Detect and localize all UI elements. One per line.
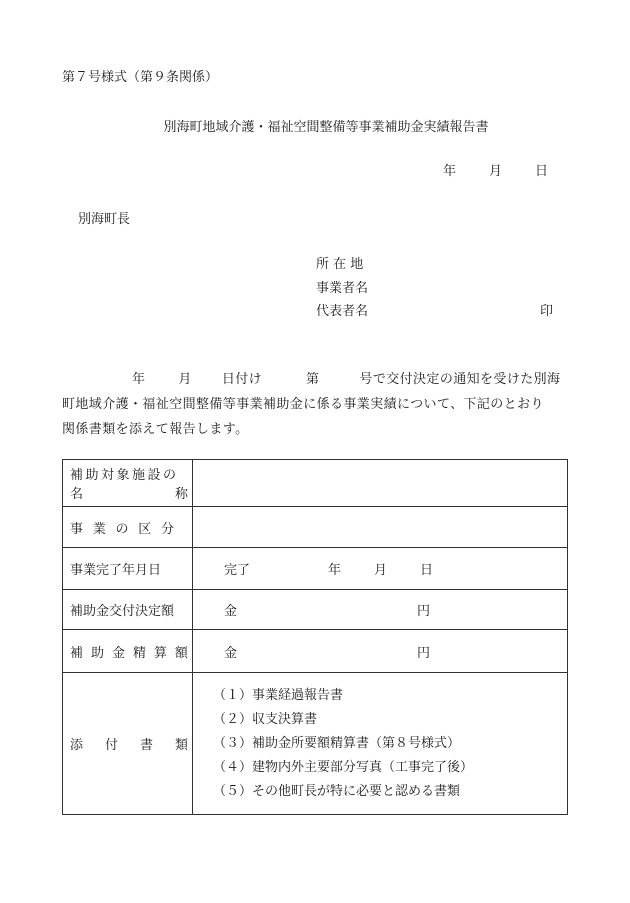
attachment-item: （１）事業経過報告書 <box>213 687 344 703</box>
completion-date-label: 事業完了年月日 <box>63 548 193 590</box>
body-line-1-rest: 号で交付決定の通知を受けた別海 <box>359 372 561 387</box>
form-number: 第７号様式（第９条関係） <box>62 70 219 85</box>
settlement-amount-row <box>63 630 568 673</box>
settlement-label-char: 補 <box>70 645 84 661</box>
date-month: 月 <box>488 164 502 179</box>
facility-label-char: 名 <box>70 487 84 502</box>
category-label-char: 分 <box>160 521 174 537</box>
decided-amount-value[interactable] <box>193 590 568 630</box>
body-year: 年 <box>132 372 146 387</box>
facility-name-row <box>63 460 568 507</box>
settlement-label-char: 助 <box>90 645 104 661</box>
decided-amount-prefix: 金 <box>224 604 238 619</box>
decided-amount-unit: 円 <box>417 604 431 619</box>
attachments-label-char: 付 <box>104 738 118 753</box>
settlement-amount-prefix: 金 <box>224 645 238 661</box>
settlement-label-char: 額 <box>174 645 188 661</box>
decided-amount-label: 補助金交付決定額 <box>63 590 193 630</box>
completion-date-value[interactable] <box>193 548 568 590</box>
completion-year: 年 <box>328 563 342 578</box>
attachments-label-char: 類 <box>174 738 188 753</box>
representative-name-label: 代表者名 <box>316 304 369 319</box>
attachment-item: （５）その他町長が特に必要と認める書類 <box>213 783 461 799</box>
completion-month: 月 <box>374 563 388 578</box>
body-dai: 第 <box>306 372 320 387</box>
attachments-list <box>193 673 568 815</box>
attachment-item: （２）収支決算書 <box>213 711 318 727</box>
category-label-char: 事 <box>70 521 84 537</box>
settlement-amount-label <box>63 630 193 673</box>
facility-name-label-line-1: 補助対象施設の <box>70 468 179 483</box>
completion-date-row <box>63 548 568 590</box>
settlement-label-char: 金 <box>111 645 125 661</box>
seal-mark: 印 <box>540 304 554 319</box>
attachments-row <box>63 673 568 815</box>
location-label: 所 在 地 <box>316 257 364 272</box>
settlement-label-char: 算 <box>153 645 167 661</box>
report-table <box>62 459 568 815</box>
attachments-label <box>63 673 193 815</box>
facility-name-value[interactable] <box>193 460 568 507</box>
body-line-2: 町地域介護・福祉空間整備等事業補助金に係る事業実績について、下記のとおり <box>62 397 544 412</box>
date-line <box>443 160 548 179</box>
date-day: 日 <box>534 164 548 179</box>
facility-name-label <box>63 460 193 507</box>
body-month: 月 <box>178 372 192 387</box>
facility-name-label-line-2 <box>70 483 188 502</box>
body-line-3: 関係書類を添えて報告します。 <box>62 422 249 437</box>
attachments-label-char: 添 <box>70 738 84 753</box>
attachments-label-char: 書 <box>139 738 153 753</box>
attachment-item: （３）補助金所要額精算書（第８号様式） <box>213 735 461 751</box>
business-category-row <box>63 507 568 548</box>
body-day-dated: 日付け <box>221 372 263 387</box>
business-category-value[interactable] <box>193 507 568 548</box>
completion-prefix: 完了 <box>224 563 251 578</box>
category-label-char: 業 <box>92 521 106 537</box>
facility-label-char: 称 <box>174 487 188 502</box>
document-title: 別海町地域介護・福祉空間整備等事業補助金実績報告書 <box>163 120 489 135</box>
category-label-char: の <box>115 521 129 537</box>
addressee: 別海町長 <box>78 212 131 227</box>
settlement-amount-unit: 円 <box>417 645 431 661</box>
settlement-label-char: 精 <box>132 645 146 661</box>
business-category-label <box>63 507 193 548</box>
decided-amount-row <box>63 590 568 630</box>
category-label-char: 区 <box>138 521 152 537</box>
report-body-text <box>62 367 570 442</box>
date-year: 年 <box>442 164 456 179</box>
completion-day: 日 <box>420 563 434 578</box>
operator-name-label: 事業者名 <box>316 281 369 296</box>
body-line-1 <box>62 367 570 392</box>
settlement-amount-value[interactable] <box>193 630 568 673</box>
attachment-item: （４）建物内外主要部分写真（工事完了後） <box>213 759 474 775</box>
